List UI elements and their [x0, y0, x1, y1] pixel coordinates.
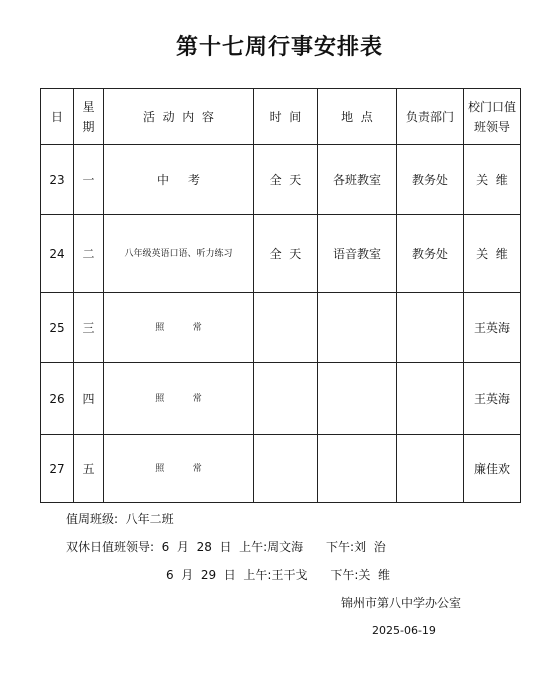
header-dept: 负责部门: [397, 89, 464, 145]
cell-dept: [397, 293, 464, 363]
cell-content: 照 常: [104, 293, 254, 363]
cell-dept: 教务处: [397, 215, 464, 293]
cell-place: [318, 363, 397, 435]
table-row: [41, 435, 521, 503]
cell-content: 照 常: [104, 435, 254, 503]
cell-place: [318, 435, 397, 503]
cell-place: [318, 293, 397, 363]
cell-dept: [397, 435, 464, 503]
cell-weekday: 三: [74, 293, 104, 363]
issue-date: 2025-06-19: [372, 624, 436, 637]
header-content: 活 动 内 容: [104, 89, 254, 145]
header-time: 时 间: [254, 89, 318, 145]
cell-leader: 王英海: [464, 293, 521, 363]
cell-dept: 教务处: [397, 145, 464, 215]
cell-weekday: 四: [74, 363, 104, 435]
table-header-row: [41, 89, 521, 145]
cell-time: [254, 435, 318, 503]
duty-class-text: 值周班级: 八年二班: [66, 512, 174, 526]
cell-dept: [397, 363, 464, 435]
cell-time: [254, 363, 318, 435]
cell-day: 24: [41, 215, 74, 293]
cell-day: 27: [41, 435, 74, 503]
table-row: [41, 145, 521, 215]
cell-leader: 关 维: [464, 215, 521, 293]
cell-weekday: 一: [74, 145, 104, 215]
cell-leader: 关 维: [464, 145, 521, 215]
page-title: 第十七周行事安排表: [175, 34, 383, 60]
cell-day: 25: [41, 293, 74, 363]
header-weekday: 星 期: [74, 89, 104, 145]
header-day: 日: [41, 89, 74, 145]
header-leader: 校门口值 班领导: [464, 89, 521, 145]
weekend-duty-line-2: 6 月 29 日 上午:王干戈 下午:关 维: [166, 568, 391, 582]
cell-time: 全 天: [254, 215, 318, 293]
table-row: [41, 363, 521, 435]
weekend-duty-line-1: 双休日值班领导: 6 月 28 日 上午:周文海 下午:刘 治: [66, 540, 386, 554]
cell-content: 中 考: [104, 145, 254, 215]
cell-weekday: 二: [74, 215, 104, 293]
table-row: [41, 215, 521, 293]
cell-day: 23: [41, 145, 74, 215]
office-signature: 锦州市第八中学办公室: [341, 596, 462, 610]
cell-place: 语音教室: [318, 215, 397, 293]
header-place: 地 点: [318, 89, 397, 145]
table-row: [41, 293, 521, 363]
cell-leader: 廉佳欢: [464, 435, 521, 503]
cell-leader: 王英海: [464, 363, 521, 435]
cell-content: 照 常: [104, 363, 254, 435]
cell-weekday: 五: [74, 435, 104, 503]
cell-place: 各班教室: [318, 145, 397, 215]
cell-time: 全 天: [254, 145, 318, 215]
schedule-table: [40, 88, 521, 503]
cell-day: 26: [41, 363, 74, 435]
cell-content: 八年级英语口语、听力练习: [104, 215, 254, 293]
cell-time: [254, 293, 318, 363]
